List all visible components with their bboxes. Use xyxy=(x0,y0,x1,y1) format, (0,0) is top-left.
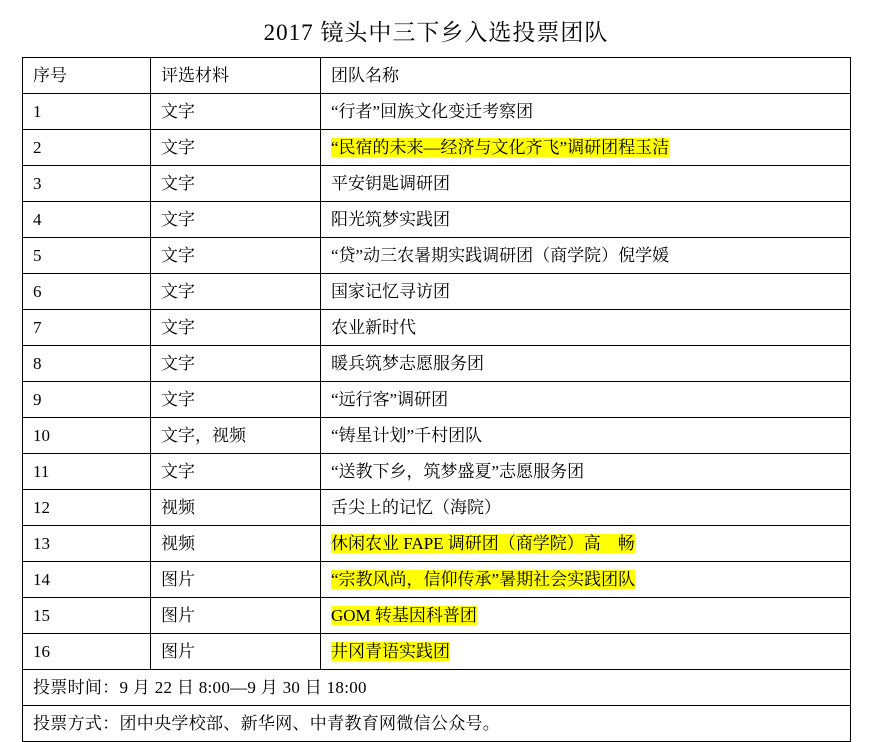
team-name-text: 阳光筑梦实践团 xyxy=(331,209,450,229)
cell-material: 文字 xyxy=(151,94,321,130)
cell-team-name xyxy=(321,166,851,202)
cell-team-name xyxy=(321,562,851,598)
cell-index: 16 xyxy=(23,634,151,670)
cell-material: 视频 xyxy=(151,490,321,526)
team-name-text: 暖兵筑梦志愿服务团 xyxy=(331,353,484,373)
table-header-cell: 序号 xyxy=(23,58,151,94)
page-title: 2017 镜头中三下乡入选投票团队 xyxy=(263,20,609,45)
team-name-text: “民宿的未来—经济与文化齐飞”调研团程玉洁 xyxy=(331,137,670,157)
table-body xyxy=(23,58,851,742)
cell-index: 11 xyxy=(23,454,151,490)
cell-index: 3 xyxy=(23,166,151,202)
table-row xyxy=(23,202,851,238)
team-name-text: 舌尖上的记忆（海院） xyxy=(331,497,501,517)
table-row xyxy=(23,382,851,418)
cell-index: 2 xyxy=(23,130,151,166)
cell-team-name xyxy=(321,202,851,238)
cell-team-name xyxy=(321,454,851,490)
table-footer-row xyxy=(23,670,851,706)
cell-team-name xyxy=(321,274,851,310)
cell-index: 1 xyxy=(23,94,151,130)
team-name-text: GOM 转基因科普团 xyxy=(331,605,477,625)
team-name-text: “远行客”调研团 xyxy=(331,389,449,409)
cell-index: 10 xyxy=(23,418,151,454)
table-row xyxy=(23,94,851,130)
table-footer-row xyxy=(23,706,851,742)
cell-index: 14 xyxy=(23,562,151,598)
table-row xyxy=(23,310,851,346)
cell-index: 13 xyxy=(23,526,151,562)
table-row xyxy=(23,562,851,598)
cell-index: 9 xyxy=(23,382,151,418)
team-name-text: “行者”回族文化变迁考察团 xyxy=(331,101,534,121)
table-row xyxy=(23,634,851,670)
table-row xyxy=(23,526,851,562)
cell-material: 图片 xyxy=(151,634,321,670)
cell-team-name xyxy=(321,526,851,562)
table-row xyxy=(23,598,851,634)
vote-table xyxy=(22,57,851,742)
cell-team-name xyxy=(321,310,851,346)
table-row xyxy=(23,346,851,382)
cell-material: 文字 xyxy=(151,202,321,238)
cell-material: 文字 xyxy=(151,166,321,202)
cell-material: 文字 xyxy=(151,310,321,346)
footer-note: 投票时间：9 月 22 日 8:00—9 月 30 日 18:00 xyxy=(23,670,851,706)
cell-index: 8 xyxy=(23,346,151,382)
cell-index: 15 xyxy=(23,598,151,634)
cell-team-name xyxy=(321,418,851,454)
cell-team-name xyxy=(321,94,851,130)
table-header-cell: 评选材料 xyxy=(151,58,321,94)
cell-team-name xyxy=(321,490,851,526)
cell-material: 文字 xyxy=(151,454,321,490)
cell-index: 5 xyxy=(23,238,151,274)
cell-team-name xyxy=(321,238,851,274)
cell-material: 文字 xyxy=(151,274,321,310)
table-row xyxy=(23,130,851,166)
team-name-text: 农业新时代 xyxy=(331,317,416,337)
team-name-text: “贷”动三农暑期实践调研团（商学院）倪学媛 xyxy=(331,245,670,265)
vote-table-wrapper xyxy=(22,57,850,742)
table-row xyxy=(23,454,851,490)
table-row xyxy=(23,238,851,274)
cell-team-name xyxy=(321,130,851,166)
table-row xyxy=(23,166,851,202)
cell-team-name xyxy=(321,346,851,382)
cell-index: 4 xyxy=(23,202,151,238)
cell-material: 文字 xyxy=(151,238,321,274)
table-row xyxy=(23,490,851,526)
table-header-cell: 团队名称 xyxy=(321,58,851,94)
team-name-text: “铸星计划”千村团队 xyxy=(331,425,483,445)
table-row xyxy=(23,274,851,310)
cell-material: 图片 xyxy=(151,562,321,598)
cell-team-name xyxy=(321,382,851,418)
team-name-text: 平安钥匙调研团 xyxy=(331,173,450,193)
team-name-text: 国家记忆寻访团 xyxy=(331,281,450,301)
team-name-text: 休闲农业 FAPE 调研团（商学院）高 畅 xyxy=(331,533,635,553)
cell-material: 文字 xyxy=(151,382,321,418)
cell-index: 7 xyxy=(23,310,151,346)
cell-material: 视频 xyxy=(151,526,321,562)
cell-index: 12 xyxy=(23,490,151,526)
team-name-text: “宗教风尚，信仰传承”暑期社会实践团队 xyxy=(331,569,636,589)
table-header-row xyxy=(23,58,851,94)
team-name-text: “送教下乡，筑梦盛夏”志愿服务团 xyxy=(331,461,585,481)
cell-material: 图片 xyxy=(151,598,321,634)
cell-material: 文字 xyxy=(151,346,321,382)
cell-material: 文字，视频 xyxy=(151,418,321,454)
cell-index: 6 xyxy=(23,274,151,310)
table-row xyxy=(23,418,851,454)
footer-note: 投票方式：团中央学校部、新华网、中青教育网微信公众号。 xyxy=(23,706,851,742)
cell-team-name xyxy=(321,598,851,634)
cell-team-name xyxy=(321,634,851,670)
cell-material: 文字 xyxy=(151,130,321,166)
team-name-text: 井冈青语实践团 xyxy=(331,641,450,661)
